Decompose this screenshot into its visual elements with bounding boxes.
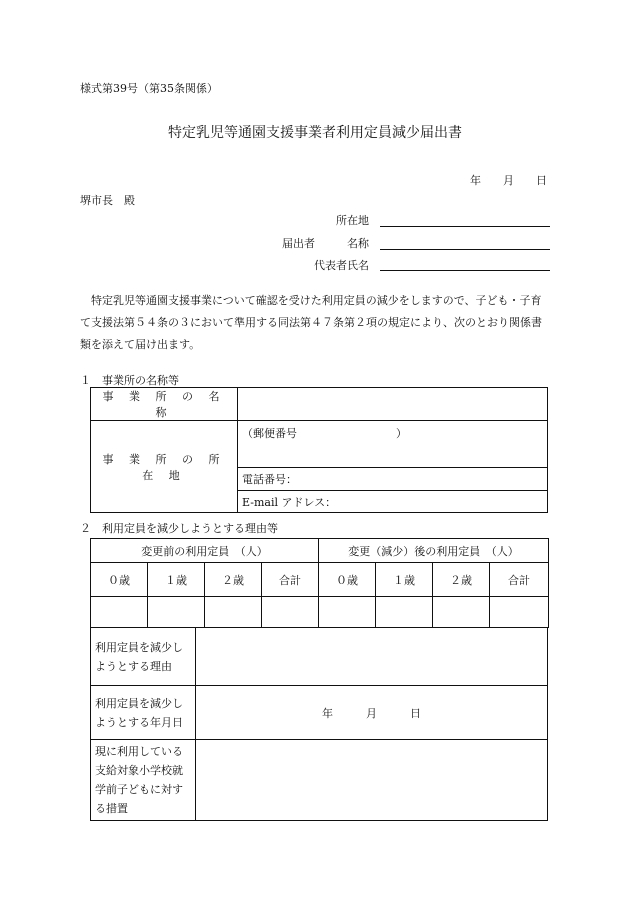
reason-cell[interactable] (196, 628, 548, 686)
postal-cell[interactable] (238, 421, 548, 468)
col-after-age2: ２歳 (433, 563, 490, 597)
section2-details-table (90, 627, 548, 821)
col-after-age1: １歳 (376, 563, 433, 597)
before-age1-input[interactable] (148, 597, 205, 628)
date-line: 年 月 日 (470, 174, 547, 187)
before-total-input[interactable] (262, 597, 319, 628)
form-id: 様式第39号（第35条関係） (80, 82, 218, 95)
section1-table (90, 387, 548, 513)
facility-location-label: 事 業 所 の 所 在 地 (91, 421, 238, 513)
section2-heading: ２ 利用定員を減少しようとする理由等 (80, 522, 278, 535)
after-age2-input[interactable] (433, 597, 490, 628)
addressee: 堺市長 殿 (80, 194, 135, 207)
phone-cell[interactable] (238, 468, 548, 491)
col-after-age0: ０歳 (319, 563, 376, 597)
page-title: 特定乳児等通園支援事業者利用定員減少届出書 (168, 125, 462, 141)
before-capacity-header: 変更前の利用定員 （人） (91, 539, 319, 563)
reason-label: 利用定員を減少しようとする理由 (91, 628, 196, 686)
section1-heading: １ 事業所の名称等 (80, 374, 179, 387)
before-age0-input[interactable] (91, 597, 148, 628)
date-cell[interactable] (196, 686, 548, 740)
col-before-total: 合計 (262, 563, 319, 597)
date-value: 年 月 日 (322, 706, 421, 720)
section2-table (90, 538, 549, 628)
address-label: 所在地 (336, 214, 369, 227)
after-total-input[interactable] (490, 597, 549, 628)
facility-name-label: 事 業 所 の 名 称 (91, 388, 238, 421)
rep-label: 代表者氏名 (314, 259, 369, 272)
col-before-age0: ０歳 (91, 563, 148, 597)
facility-name-cell[interactable] (238, 388, 548, 421)
after-capacity-header: 変更（減少）後の利用定員 （人） (319, 539, 549, 563)
name-line[interactable] (380, 249, 550, 250)
applicant-group-label: 届出者 (282, 237, 315, 250)
before-age2-input[interactable] (205, 597, 262, 628)
col-before-age2: ２歳 (205, 563, 262, 597)
phone-label: 電話番号： (242, 473, 297, 486)
postal-label: （郵便番号 ） (242, 427, 407, 440)
col-before-age1: １歳 (148, 563, 205, 597)
measures-cell[interactable] (196, 740, 548, 821)
date-label: 利用定員を減少しようとする年月日 (91, 686, 196, 740)
address-line[interactable] (380, 226, 550, 227)
name-label: 名称 (347, 237, 369, 250)
after-age0-input[interactable] (319, 597, 376, 628)
measures-label: 現に利用している支給対象小学校就学前子どもに対する措置 (91, 740, 196, 821)
col-after-total: 合計 (490, 563, 549, 597)
after-age1-input[interactable] (376, 597, 433, 628)
rep-line[interactable] (380, 270, 550, 271)
email-cell[interactable] (238, 491, 548, 513)
email-label: E-mail アドレス： (242, 495, 337, 509)
body-text: 特定乳児等通園支援事業について確認を受けた利用定員の減少をしますので、子ども・子育て支援法第５４条の３において準用する同法第４７条第２項の規定により、次のとおり関係書類を添えて届け出ます。 (80, 294, 542, 351)
